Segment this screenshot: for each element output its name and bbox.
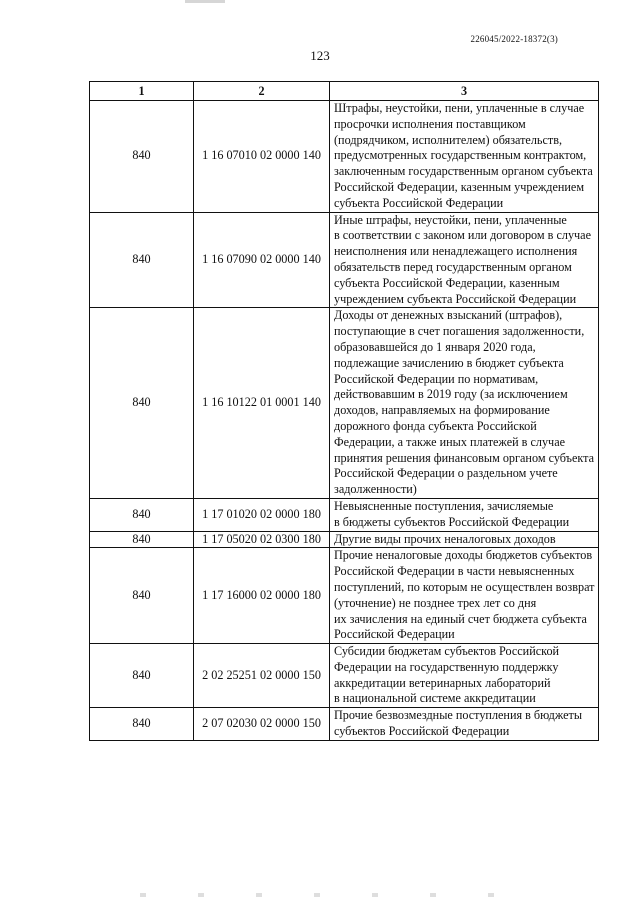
- scan-artifact-footer: [140, 893, 540, 897]
- page-number: 123: [310, 48, 330, 63]
- column-header-3: 3: [330, 82, 599, 101]
- table-row: [90, 708, 599, 741]
- description-line: образовавшейся до 1 января 2020 года,: [334, 339, 536, 354]
- budget-code-cell: 1 17 01020 02 0000 180: [194, 498, 330, 531]
- description-line: субъектов Российской Федерации: [334, 724, 510, 739]
- budget-code-cell: 1 16 07090 02 0000 140: [194, 212, 330, 308]
- table-row: [90, 212, 599, 308]
- description-cell: [330, 708, 599, 741]
- admin-code-cell: 840: [90, 644, 194, 708]
- budget-code-cell: 2 07 02030 02 0000 150: [194, 708, 330, 741]
- description-line: Российской Федерации в части невыясненных: [334, 564, 575, 579]
- column-header-1: 1: [90, 82, 194, 101]
- description-line: поступающие в счет погашения задолженности,: [334, 324, 585, 339]
- document-number: 226045/2022-18372(3): [470, 34, 558, 44]
- description-line: в национальной системе аккредитации: [334, 691, 536, 706]
- description-line: Доходы от денежных взысканий (штрафов),: [334, 308, 563, 323]
- admin-code-cell: 840: [90, 708, 194, 741]
- table-row: [90, 308, 599, 499]
- description-line: (подрядчиком, исполнителем) обязательств,: [334, 132, 563, 147]
- budget-code-cell: 1 17 05020 02 0300 180: [194, 531, 330, 548]
- description-line: Российской Федерации, казенным учреждением: [334, 179, 585, 194]
- table-row: [90, 101, 599, 213]
- description-cell: [330, 531, 599, 548]
- table-row: [90, 644, 599, 708]
- description-line: Российской Федерации по нормативам,: [334, 371, 539, 386]
- description-line: поступлений, по которым не осуществлен возврат: [334, 579, 595, 594]
- description-cell: [330, 498, 599, 531]
- budget-code-cell: 2 02 25251 02 0000 150: [194, 644, 330, 708]
- admin-code-cell: 840: [90, 498, 194, 531]
- description-line: (уточнение) не позднее трех лет со дня: [334, 595, 537, 610]
- description-line: доходов, направляемых на формирование: [334, 403, 550, 418]
- description-cell: [330, 308, 599, 499]
- table-row: [90, 498, 599, 531]
- description-line: заключенным государственным органом субъекта: [334, 164, 593, 179]
- description-line: Прочие безвозмездные поступления в бюджеты: [334, 708, 583, 723]
- description-cell: [330, 101, 599, 213]
- description-line: в бюджеты субъектов Российской Федерации: [334, 514, 570, 529]
- description-line: просрочки исполнения поставщиком: [334, 116, 526, 131]
- description-line: действовавшим в 2019 году (за исключением: [334, 387, 568, 402]
- table-header-row: [90, 82, 599, 101]
- budget-code-cell: 1 16 07010 02 0000 140: [194, 101, 330, 213]
- description-line: Федерации, а также иных платежей в случае: [334, 434, 566, 449]
- admin-code-cell: 840: [90, 548, 194, 644]
- description-line: подлежащие зачислению в бюджет субъекта: [334, 355, 564, 370]
- budget-revenue-table: [89, 81, 599, 741]
- description-line: неисполнения или ненадлежащего исполнения: [334, 244, 578, 259]
- column-header-2: 2: [194, 82, 330, 101]
- description-line: субъекта Российской Федерации, казенным: [334, 275, 560, 290]
- budget-code-cell: 1 16 10122 01 0001 140: [194, 308, 330, 499]
- description-line: Российской Федерации о раздельном учете: [334, 466, 558, 481]
- description-line: задолженности): [334, 482, 417, 497]
- admin-code-cell: 840: [90, 531, 194, 548]
- description-line: дорожного фонда субъекта Российской: [334, 418, 537, 433]
- admin-code-cell: 840: [90, 212, 194, 308]
- description-line: Другие виды прочих неналоговых доходов: [334, 531, 556, 546]
- table-row: [90, 531, 599, 548]
- description-line: учреждением субъекта Российской Федерации: [334, 291, 577, 306]
- description-line: Субсидии бюджетам субъектов Российской: [334, 644, 560, 659]
- description-line: Штрафы, неустойки, пени, уплаченные в случае: [334, 101, 585, 115]
- description-line: предусмотренных государственным контрактом,: [334, 148, 587, 163]
- scan-artifact: [185, 0, 225, 3]
- table-row: [90, 548, 599, 644]
- description-line: обязательств перед государственным органом: [334, 259, 572, 274]
- description-cell: [330, 548, 599, 644]
- description-line: Федерации на государственную поддержку: [334, 659, 559, 674]
- description-line: Иные штрафы, неустойки, пени, уплаченные: [334, 212, 567, 227]
- description-line: принятия решения финансовым органом субъекта: [334, 450, 595, 465]
- admin-code-cell: 840: [90, 101, 194, 213]
- description-cell: [330, 644, 599, 708]
- description-line: аккредитации ветеринарных лабораторий: [334, 675, 551, 690]
- budget-code-cell: 1 17 16000 02 0000 180: [194, 548, 330, 644]
- description-line: Прочие неналоговые доходы бюджетов субъектов: [334, 548, 593, 563]
- table-body: [90, 101, 599, 741]
- description-line: субъекта Российской Федерации: [334, 195, 504, 210]
- admin-code-cell: 840: [90, 308, 194, 499]
- description-line: в соответствии с законом или договором в случае: [334, 228, 592, 243]
- description-line: Невыясненные поступления, зачисляемые: [334, 498, 554, 513]
- description-line: Российской Федерации: [334, 627, 455, 642]
- description-cell: [330, 212, 599, 308]
- description-line: их зачисления на единый счет бюджета субъекта: [334, 611, 587, 626]
